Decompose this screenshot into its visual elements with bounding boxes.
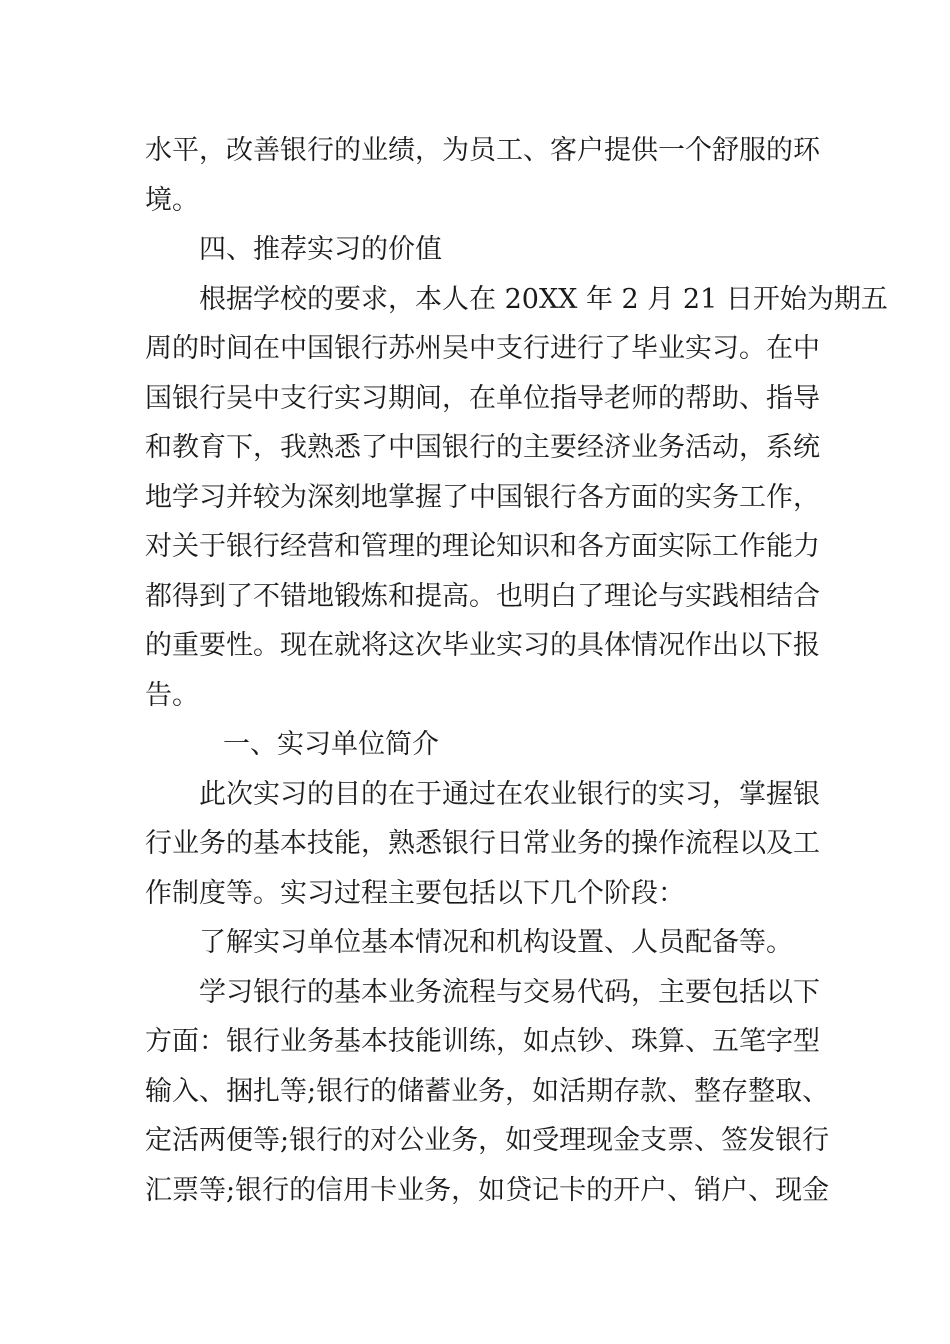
paragraph-line: 的重要性。现在就将这次毕业实习的具体情况作出以下报 [145, 630, 820, 661]
paragraph-line: 和教育下，我熟悉了中国银行的主要经济业务活动，系统 [145, 432, 820, 463]
paragraph-line: 对关于银行经营和管理的理论知识和各方面实际工作能力 [145, 531, 820, 562]
section-heading: 四、推荐实习的价值 [199, 234, 442, 265]
paragraph-line: 行业务的基本技能，熟悉银行日常业务的操作流程以及工 [145, 828, 820, 859]
section-heading: 一、实习单位简介 [223, 729, 439, 760]
paragraph-line: 作制度等。实习过程主要包括以下几个阶段： [145, 877, 685, 909]
paragraph-line: 汇票等;银行的信用卡业务，如贷记卡的开户、销户、现金 [145, 1174, 830, 1206]
paragraph-line: 定活两便等;银行的对公业务，如受理现金支票、签发银行 [145, 1125, 830, 1156]
paragraph-line: 方面：银行业务基本技能训练，如点钞、珠算、五笔字型 [145, 1026, 820, 1057]
paragraph-line: 境。 [145, 184, 199, 216]
paragraph-line: 根据学校的要求，本人在 20XX 年 2 月 21 日开始为期五 [199, 283, 888, 315]
paragraph-line: 地学习并较为深刻地掌握了中国银行各方面的实务工作， [145, 481, 820, 513]
paragraph-line: 学习银行的基本业务流程与交易代码，主要包括以下 [199, 976, 820, 1008]
document-body [145, 126, 888, 1215]
paragraph-line: 周的时间在中国银行苏州吴中支行进行了毕业实习。在中 [145, 333, 820, 364]
paragraph-line: 输入、捆扎等;银行的储蓄业务，如活期存款、整存整取、 [145, 1075, 830, 1107]
paragraph-line: 此次实习的目的在于通过在农业银行的实习，掌握银 [199, 778, 820, 810]
paragraph-line: 告。 [145, 679, 199, 711]
paragraph-line: 了解实习单位基本情况和机构设置、人员配备等。 [199, 927, 793, 958]
paragraph-line: 水平，改善银行的业绩，为员工、客户提供一个舒服的环 [145, 135, 820, 166]
paragraph-line: 国银行吴中支行实习期间，在单位指导老师的帮助、指导 [145, 382, 820, 414]
paragraph-line: 都得到了不错地锻炼和提高。也明白了理论与实践相结合 [145, 580, 820, 612]
